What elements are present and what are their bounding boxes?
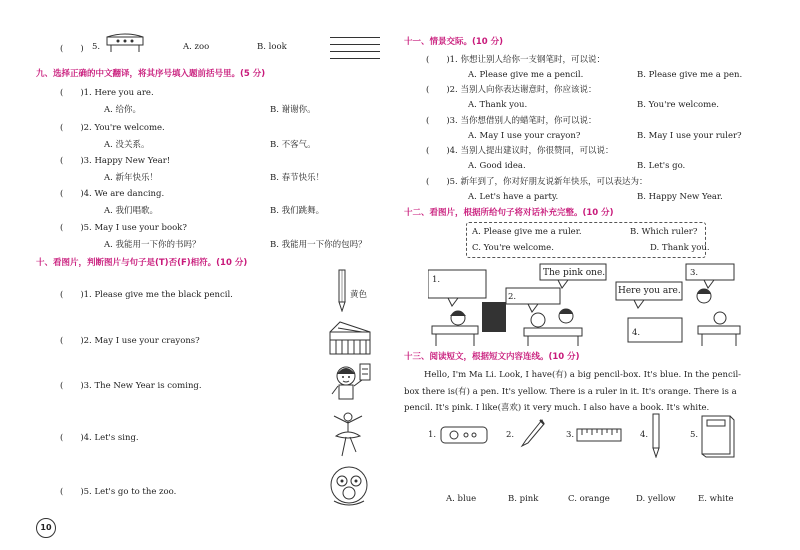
s9-q4[interactable]: ( )4. We are dancing. [60,189,165,199]
pic-2-number: 2. [506,430,515,440]
s9-q3[interactable]: ( )3. Happy New Year! [60,156,171,166]
section-12-heading: 十二、看图片，根据所给句子将对话补充完整。(10 分) [404,208,614,218]
s10-q1[interactable]: ( )1. Please give me the black pencil. [60,290,233,300]
pic-3-number: 3. [566,430,575,440]
s9-q5-a: A. 我能用一下你的书吗？ [104,240,201,250]
top-item-num: 5. [92,42,101,52]
writing-line-1 [330,37,380,38]
section-13-heading: 十三、阅读短文，根据短文内容连线。(10 分) [404,352,580,362]
s12-option-a: A. Please give me a ruler. [472,227,582,237]
writing-line-4 [330,58,380,59]
top-item-option-b: B. look [257,42,287,52]
s9-q4-a: A. 我们唱歌。 [104,206,159,216]
s9-q5-b: B. 我能用一下你的包吗？ [270,240,367,250]
s9-q2-b: B. 不客气。 [270,140,316,150]
pic-4-number: 4. [640,430,649,440]
section-9-heading: 九、选择正确的中文翻译，将其序号填入题前括号里。(5 分) [36,69,266,79]
ruler-icon [576,428,622,442]
s11-q4[interactable]: ( )4. 当别人提出建议时，你很赞同，可以说： [426,146,614,156]
s9-q5[interactable]: ( )5. May I use your book? [60,223,187,233]
s10-q3[interactable]: ( )3. The New Year is coming. [60,381,202,391]
ballerina-icon [326,410,370,458]
s11-q3[interactable]: ( )3. 当你想借别人的蜡笔时，你可以说： [426,116,597,126]
s11-q2-a: A. Thank you. [468,100,528,110]
s10-q4[interactable]: ( )4. Let's sing. [60,433,139,443]
s11-q1-b: B. Please give me a pen. [637,70,743,80]
s12-option-c: C. You're welcome. [472,243,554,253]
writing-line-2 [330,44,380,45]
s10-q5[interactable]: ( )5. Let's go to the zoo. [60,487,177,497]
color-option-e: E. white [698,494,734,504]
s11-q2[interactable]: ( )2. 当别人向你表达谢意时，你应该说： [426,85,597,95]
bubble-3-number[interactable]: 3. [690,268,699,278]
top-item-option-a: A. zoo [183,42,210,52]
pen-icon [516,418,546,450]
pencil-small-icon [650,412,662,458]
section-10-heading: 十、看图片，判断图片与句子是(T)否(F)相符。(10 分) [36,258,248,268]
pic-5-number: 5. [690,430,699,440]
page-number: 10 [36,518,56,538]
passage-line-1: Hello, I'm Ma Li. Look, I have(有) a big pencil-box. It's blue. In the pencil- [424,370,742,380]
s11-q1[interactable]: ( )1. 你想让别人给你一支钢笔时，可以说： [426,55,605,65]
bubble-2-number[interactable]: 2. [508,292,517,302]
s11-q3-a: A. May I use your crayon? [468,131,581,141]
pic-1-number: 1. [428,430,437,440]
writing-line-3 [330,51,380,52]
s9-q2-a: A. 没关系。 [104,140,150,150]
s11-q2-b: B. You're welcome. [637,100,719,110]
book-icon [700,414,736,458]
pencil-box-icon [440,426,488,444]
bubble-here-you-are: Here you are. [618,286,681,296]
s11-q4-b: B. Let's go. [637,161,686,171]
s9-q1-b: B. 谢谢你。 [270,105,316,115]
passage-line-3: pencil. It's pink. I like(喜欢) it very much. I also have a book. It's white. [404,403,710,413]
new-year-child-icon [326,360,372,404]
section-11-heading: 十一、情景交际。(10 分) [404,37,504,47]
color-option-c: C. orange [568,494,610,504]
s9-q1[interactable]: ( )1. Here you are. [60,88,154,98]
s10-q1-label: 黄色 [350,290,368,300]
crayon-box-icon [328,318,372,356]
zoo-sign-icon [104,33,146,53]
s9-q1-a: A. 给你。 [104,105,142,115]
s11-q4-a: A. Good idea. [468,161,526,171]
bubble-pink-one: The pink one. [543,268,606,278]
s11-q5-b: B. Happy New Year. [637,192,723,202]
s9-q2[interactable]: ( )2. You're welcome. [60,123,165,133]
zoo-animals-icon [326,463,372,509]
passage-line-2: box there is(有) a pen. It's yellow. There is a ruler in it. It's orange. There is a [404,387,737,397]
s11-q1-a: A. Please give me a pencil. [468,70,584,80]
top-item-paren[interactable]: ( ) [60,44,84,54]
s9-q3-b: B. 春节快乐！ [270,173,325,183]
s9-q3-a: A. 新年快乐！ [104,173,159,183]
bubble-1-number[interactable]: 1. [432,275,441,285]
s11-q5[interactable]: ( )5. 新年到了，你对好朋友说新年快乐，可以表达为： [426,177,648,187]
s11-q5-a: A. Let's have a party. [468,192,559,202]
color-option-a: A. blue [446,494,477,504]
s12-option-b: B. Which ruler? [630,227,698,237]
s9-q4-b: B. 我们跳舞。 [270,206,325,216]
s11-q3-b: B. May I use your ruler? [637,131,742,141]
pencil-icon [336,268,348,312]
color-option-b: B. pink [508,494,539,504]
color-option-d: D. yellow [636,494,676,504]
s10-q2[interactable]: ( )2. May I use your crayons? [60,336,200,346]
bubble-4-number[interactable]: 4. [632,328,641,338]
s12-option-d: D. Thank you. [650,243,710,253]
